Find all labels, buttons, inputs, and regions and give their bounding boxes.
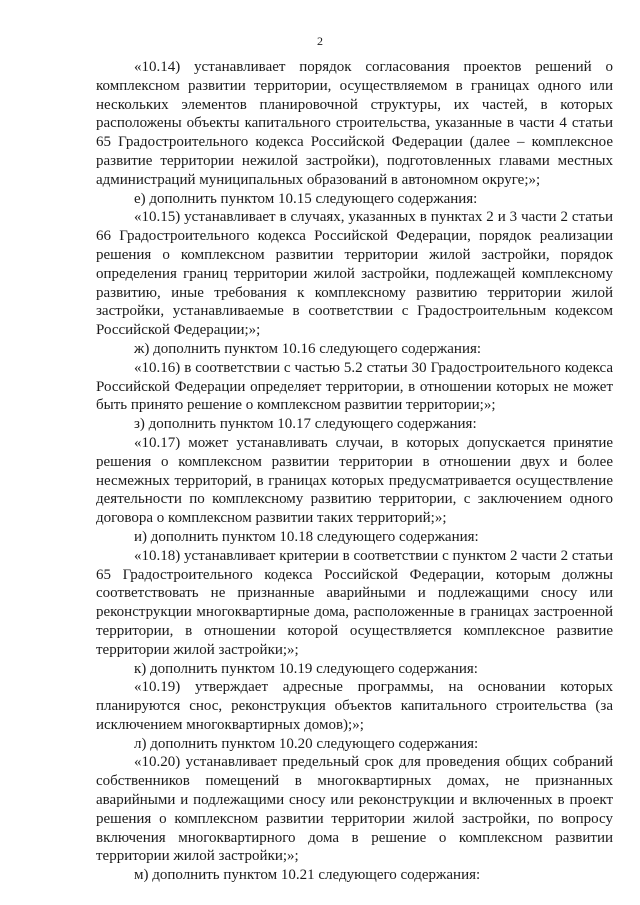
paragraph-10-15: «10.15) устанавливает в случаях, указанных в пунктах 2 и 3 части 2 статьи 66 Градостроительного кодекса Российской Федерации, порядок реализации решения о комплексном развитии территории жилой застройки, порядок определения границ территории жилой застройки, подлежащей комплексному развитию, иные требования к комплексному развитию территории жилой застройки, устанавливаемые в соответствии с Градостроительным кодексом Российской Федерации;»; (96, 209, 613, 339)
paragraph-amend-zh: ж) дополнить пунктом 10.16 следующего содержания: (134, 340, 482, 357)
paragraph-10-14: «10.14) устанавливает порядок согласования проектов решений о комплексном развитии территории, осуществляемом в границах одного или нескольких элементов планировочной структуры, их частей, в которых расположены объекты капитального строительства, указанные в части 4 статьи 65 Градостроительного кодекса Российской Федерации (далее – комплексное развитие территории нежилой застройки), подготовленных главами местных администраций муниципальных образований в автономном округе;»; (96, 59, 613, 188)
document-body (96, 58, 613, 885)
paragraph-10-20: «10.20) устанавливает предельный срок для проведения общих собраний собственников помещений в многоквартирных домах, не признанных аварийными и подлежащими сносу или реконструкции и включенных в проект решения о комплексном развитии территории жилой застройки, по вопросу включения многоквартирного дома в решение о комплексном развитии территории жилой застройки;»; (96, 754, 613, 865)
paragraph-10-19: «10.19) утверждает адресные программы, на основании которых планируются снос, реконструкция объектов капитального строительства (за исключением многоквартирных домов);»; (96, 679, 613, 733)
paragraph-10-18: «10.18) устанавливает критерии в соответствии с пунктом 2 части 2 статьи 65 Градостроительного кодекса Российской Федерации, которым должны соответствовать не признанные аварийными и подлежащими сносу или реконструкции многоквартирные дома, расположенные в границах застроенной территории, в отношении которой осуществляется комплексное развитие территории жилой застройки;»; (96, 547, 613, 658)
paragraph-amend-e: е) дополнить пунктом 10.15 следующего содержания: (134, 190, 478, 207)
paragraph-amend-m: м) дополнить пунктом 10.21 следующего содержания: (134, 867, 481, 884)
paragraph-amend-k: к) дополнить пунктом 10.19 следующего содержания: (134, 660, 478, 677)
paragraph-amend-i: и) дополнить пунктом 10.18 следующего содержания: (134, 528, 479, 545)
page-number: 2 (317, 34, 323, 48)
paragraph-10-16: «10.16) в соответствии с частью 5.2 статьи 30 Градостроительного кодекса Российской Федерации определяет территории, в отношении которых не может быть принято решение о комплексном развитии территории;»; (96, 359, 613, 414)
paragraph-amend-l: л) дополнить пунктом 10.20 следующего содержания: (134, 735, 479, 752)
paragraph-amend-z: з) дополнить пунктом 10.17 следующего содержания: (134, 416, 477, 433)
paragraph-10-17: «10.17) может устанавливать случаи, в которых допускается принятие решения о комплексном развитии территории в отношении двух и более несмежных территорий, в границах которых предусматривается осуществление деятельности по комплексному развитию территории, с заключением одного договора о комплексном развитии таких территорий;»; (96, 434, 613, 527)
